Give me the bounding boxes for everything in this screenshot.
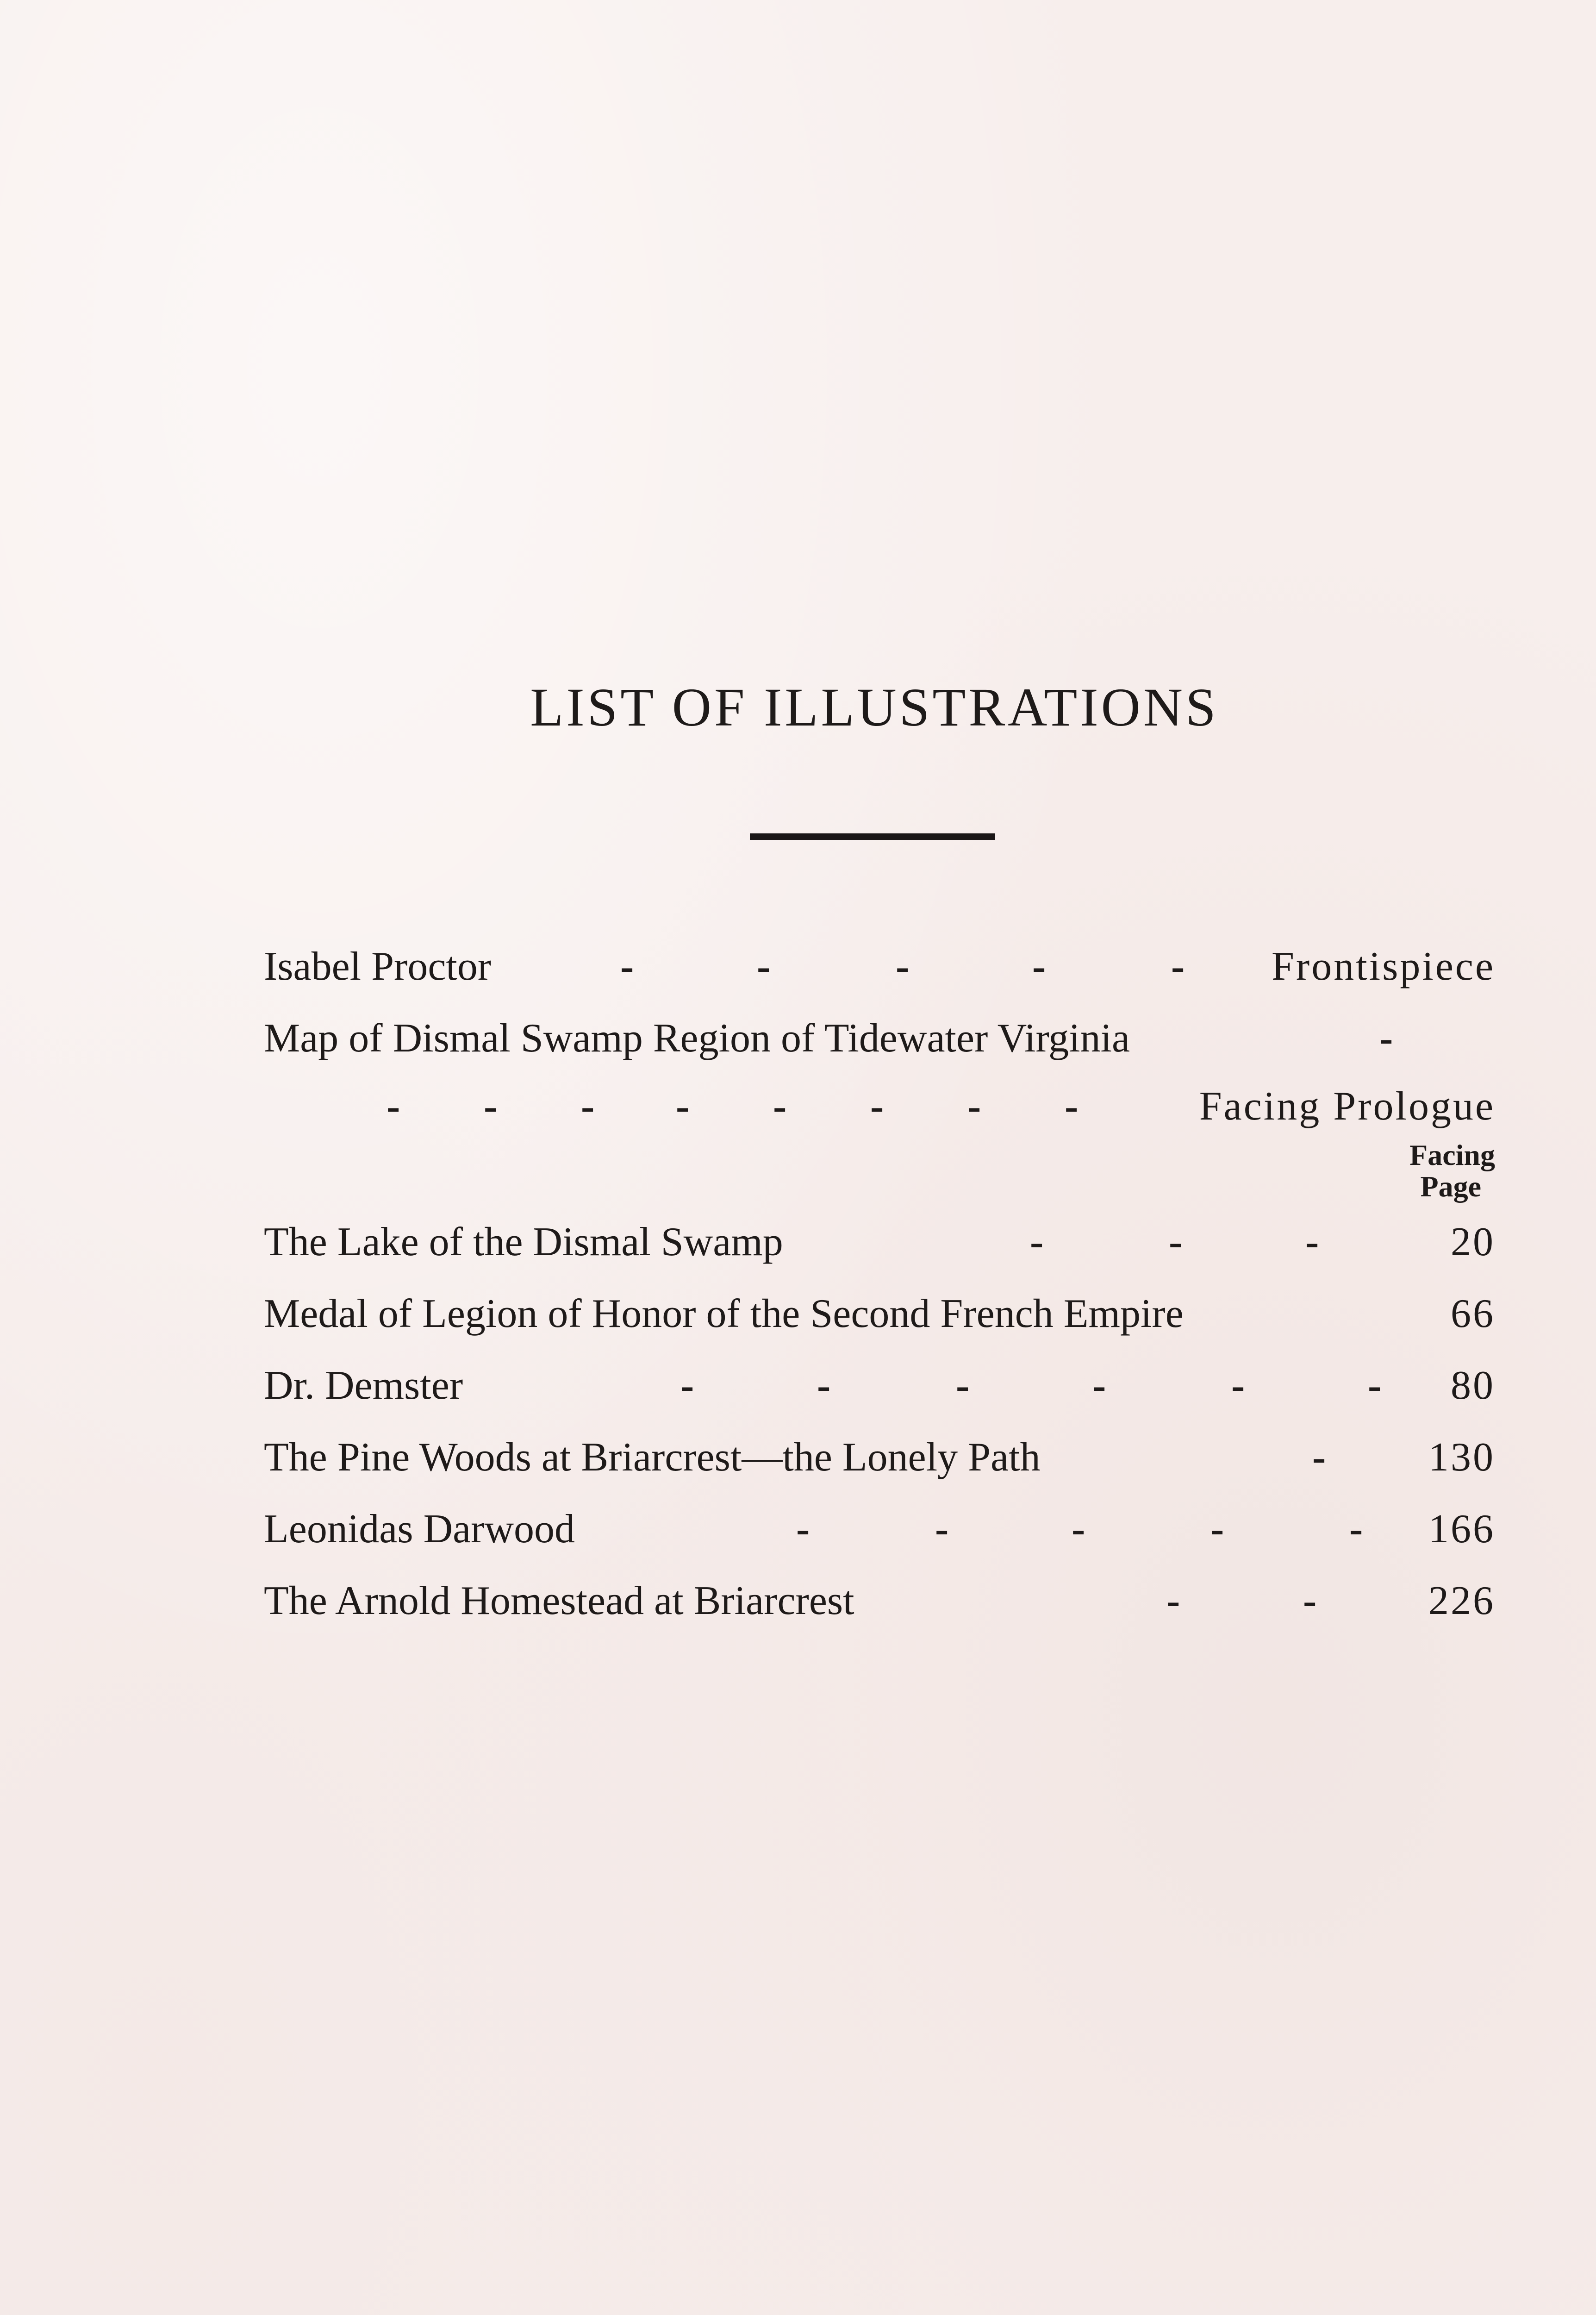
- list-item-page: 20: [1451, 1220, 1495, 1264]
- list-item: [264, 1278, 1495, 1350]
- list-item-title: Medal of Legion of Honor of the Second French Empire: [264, 1291, 1184, 1336]
- leader-dash: -: [581, 1084, 595, 1129]
- list-item: [264, 1350, 1495, 1421]
- leader-dash: -: [620, 944, 634, 989]
- leader-dash: -: [484, 1084, 498, 1129]
- leader-dash: -: [1368, 1363, 1382, 1408]
- list-item-continuation: [264, 1074, 1495, 1139]
- list-item-page: 80: [1451, 1363, 1495, 1408]
- list-item-page: Facing Prologue: [1199, 1084, 1495, 1129]
- list-item-title: Isabel Proctor: [264, 944, 492, 989]
- leader-dash: -: [387, 1084, 400, 1129]
- page-title: LIST OF ILLUSTRATIONS: [530, 677, 1219, 738]
- leader-dash: -: [757, 944, 771, 989]
- facing-header-line1: Facing: [1409, 1139, 1495, 1171]
- facing-page-header: [264, 1139, 1495, 1206]
- list-item-title: The Arnold Homestead at Briarcrest: [264, 1578, 854, 1623]
- leader-dash: -: [956, 1363, 970, 1408]
- leader-dash: -: [1312, 1435, 1326, 1480]
- list-item-title: The Pine Woods at Briarcrest—the Lonely Path: [264, 1435, 1041, 1480]
- leader-dash: -: [1169, 1220, 1183, 1264]
- title-rule-divider: [750, 833, 995, 840]
- leader-dash: -: [773, 1084, 787, 1129]
- leader-dash: -: [1030, 1220, 1044, 1264]
- leader-dash: -: [1303, 1578, 1317, 1623]
- list-item-title: Dr. Demster: [264, 1363, 463, 1408]
- leader-dash: -: [817, 1363, 831, 1408]
- list-item: [264, 931, 1495, 1002]
- leader-dash: -: [1171, 944, 1185, 989]
- leader-dash: -: [896, 944, 910, 989]
- leader-dash: -: [1166, 1578, 1180, 1623]
- leader-dash: -: [1231, 1363, 1245, 1408]
- list-item-page: 166: [1428, 1507, 1495, 1552]
- leader-dash: -: [1349, 1507, 1363, 1552]
- list-item-page: 226: [1428, 1578, 1495, 1623]
- leader-dash: -: [870, 1084, 884, 1129]
- illustrations-list: [264, 931, 1495, 1637]
- list-item-title: The Lake of the Dismal Swamp: [264, 1220, 783, 1264]
- list-item: [264, 1421, 1495, 1493]
- facing-header-line2: Page: [1420, 1170, 1481, 1203]
- leader-dash: -: [676, 1084, 690, 1129]
- leader-dash: -: [935, 1507, 949, 1552]
- list-item: [264, 1565, 1495, 1637]
- list-item: [264, 1493, 1495, 1565]
- leader-dash: -: [1032, 944, 1046, 989]
- leader-dash: -: [1072, 1507, 1085, 1552]
- list-item: [264, 1002, 1495, 1074]
- list-item-page: 130: [1428, 1435, 1495, 1480]
- leader-dash: -: [796, 1507, 810, 1552]
- leader-dash: -: [1305, 1220, 1319, 1264]
- leader-dash: -: [680, 1363, 694, 1408]
- list-item-title: Leonidas Darwood: [264, 1507, 575, 1552]
- leader-dash: -: [1379, 1016, 1393, 1061]
- leader-dash: -: [1092, 1363, 1106, 1408]
- leader-dash: -: [1065, 1084, 1079, 1129]
- list-item-page: 66: [1451, 1291, 1495, 1336]
- list-item: [264, 1206, 1495, 1278]
- leader-dash: -: [1210, 1507, 1224, 1552]
- list-item-title: Map of Dismal Swamp Region of Tidewater Virginia: [264, 1016, 1130, 1061]
- leader-dash: -: [967, 1084, 981, 1129]
- list-item-page: Frontispiece: [1271, 944, 1495, 989]
